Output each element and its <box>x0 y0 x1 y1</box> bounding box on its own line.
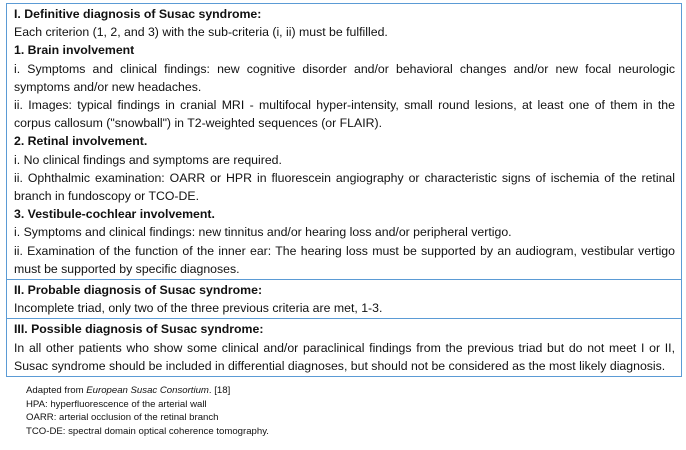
retina-criterion-i: i. No clinical findings and symptoms are required. <box>14 152 282 167</box>
brain-heading: 1. Brain involvement <box>14 43 135 58</box>
brain-criterion-ii: ii. Images: typical findings in cranial MRI - multifocal hyper-intensity, small round lesions, at least one of them in the corpus callosum ("snowball") in T2-weighted sequences (or FLAIR). <box>14 98 675 131</box>
oarr-note: OARR: arterial occlusion of the retinal branch <box>26 412 219 423</box>
probable-title: II. Probable diagnosis of Susac syndrome: <box>14 283 263 298</box>
probable-diagnosis-section <box>6 280 682 319</box>
retina-heading: 2. Retinal involvement. <box>14 134 148 149</box>
vestibule-criterion-ii: ii. Examination of the function of the inner ear: The hearing loss must be supported by an audiogram, vestibular vertigo must be supported by specific diagnoses. <box>14 243 675 276</box>
hpa-note: HPA: hyperfluorescence of the arterial wall <box>26 398 207 410</box>
adapted-source: European Susac Consortium <box>86 385 209 396</box>
definitive-diagnosis-section <box>6 3 682 280</box>
brain-criterion-i: i. Symptoms and clinical findings: new cognitive disorder and/or behavioral changes and/or new focal neurologic symptoms and/or new headaches. <box>14 61 675 94</box>
retina-criterion-ii: ii. Ophthalmic examination: OARR or HPR in fluorescein angiography or characteristic signs of ischemia of the retinal branch in fundoscopy or TCO-DE. <box>14 170 675 204</box>
possible-title: III. Possible diagnosis of Susac syndrome: <box>14 322 264 337</box>
probable-text: Incomplete triad, only two of the three previous criteria are met, 1-3. <box>14 301 383 316</box>
tcode-note: TCO-DE: spectral domain optical coherence tomography. <box>26 425 269 437</box>
vestibule-heading: 3. Vestibule-cochlear involvement. <box>14 207 215 222</box>
vestibule-criterion-i: i. Symptoms and clinical findings: new tinnitus and/or hearing loss and/or peripheral vertigo. <box>14 225 512 240</box>
criteria-table <box>6 3 682 377</box>
adapted-note: Adapted from European Susac Consortium. [18] <box>26 385 231 396</box>
table-footnotes <box>26 384 269 438</box>
definitive-intro: Each criterion (1, 2, and 3) with the sub-criteria (i, ii) must be fulfilled. <box>14 25 388 40</box>
possible-diagnosis-section <box>6 319 682 377</box>
definitive-title: I. Definitive diagnosis of Susac syndrome: <box>14 7 262 21</box>
possible-text: In all other patients who show some clinical and/or paraclinical findings from the previous triad but do not meet I or II, Susac syndrome should be included in differential diagnoses, but should not be considered as the most likely diagnosis. <box>14 340 675 373</box>
